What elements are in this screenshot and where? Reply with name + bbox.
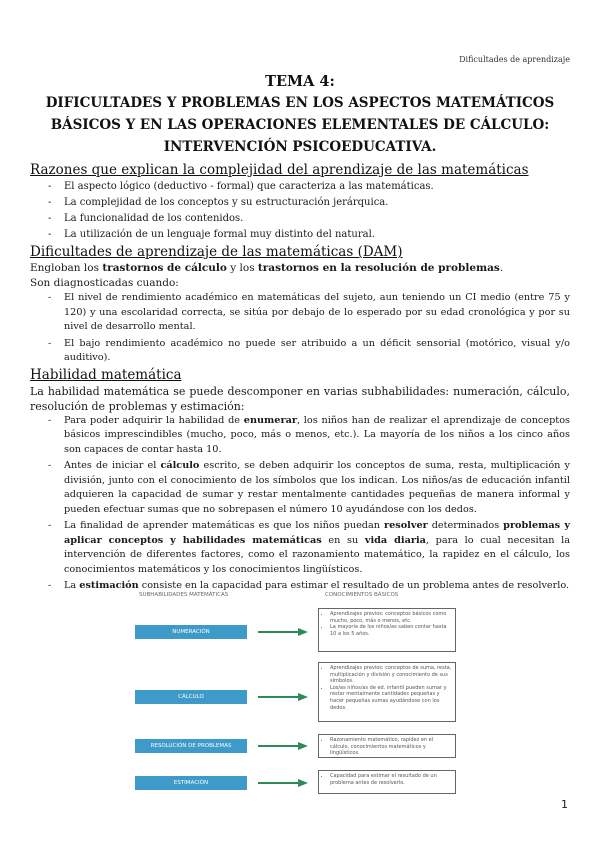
diagram-label-resolucion: RESOLUCIÓN DE PROBLEMAS (135, 739, 247, 753)
diagram-point: • Los/as niños/as de ed. infantil pueden sumar y restar mentalmente cantidades pequeñas y hacer pequeñas sumas ayudándose con los dedos. (330, 685, 452, 711)
section-heading-dam: Dificultades de aprendizaje de las matemáticas (DAM) (30, 244, 403, 260)
running-header: Dificultades de aprendizaje (459, 55, 570, 64)
diagram-box-numeracion (318, 608, 456, 652)
list-item: - Antes de iniciar el cálculo escrito, se deben adquirir los conceptos de suma, resta, multiplicación y división, junto con el conocimiento de los símbolos que los indican. Los niños/as de educación infantil adquieren la capacidad de sumar y restar mentalmente cantidades pequeñas de manera informal y pueden efectuar sumas que no sobrepasen el número 10 ayudándose con los dedos. (30, 459, 570, 517)
title-line-1: TEMA 4: (265, 73, 335, 90)
diagram-box-resolucion (318, 734, 456, 758)
arrow-icon (258, 692, 308, 702)
diagram-label-calculo: CÁLCULO (135, 690, 247, 704)
dam-diagnosis-lead: Son diagnosticadas cuando: (30, 277, 179, 289)
arrow-icon (258, 627, 308, 637)
list-item: - La funcionalidad de los contenidos. (30, 211, 570, 227)
diagram-box-calculo (318, 662, 456, 722)
diagram-point: • Aprendizajes previos: conceptos básicos como mucho, poco, más o menos, etc. (330, 611, 452, 624)
dam-criteria-list (30, 291, 570, 366)
diagram-label-estimacion: ESTIMACIÓN (135, 776, 247, 790)
diagram-point: • Capacidad para estimar el resultado de un problema antes de resolverlo. (330, 773, 452, 786)
habilidad-intro: La habilidad matemática se puede descomponer en varias subhabilidades: numeración, cálculo, resolución de problemas y estimación: (30, 384, 570, 413)
habilidad-list (30, 414, 570, 594)
title-line-2: DIFICULTADES Y PROBLEMAS EN LOS ASPECTOS MATEMÁTICOS (45, 95, 555, 111)
list-item: - La complejidad de los conceptos y su estructuración jerárquica. (30, 195, 570, 211)
list-item: - El bajo rendimiento académico no puede ser atribuido a un déficit sensorial (motórico, visual y/o auditivo). (30, 337, 570, 366)
list-item: - Para poder adquirir la habilidad de enumerar, los niños han de realizar el aprendizaje de conceptos básicos imprescindibles (mucho, poco, más o menos, etc.). La mayoría de los niños a los cinco años son capaces de contar hasta 10. (30, 414, 570, 458)
arrow-icon (258, 778, 308, 788)
subskills-diagram (135, 592, 465, 818)
arrow-icon (258, 741, 308, 751)
section-heading-razones: Razones que explican la complejidad del aprendizaje de las matemáticas (30, 162, 529, 178)
list-item: - La estimación consiste en la capacidad para estimar el resultado de un problema antes de resolverlo. (30, 579, 570, 594)
diagram-point: • Aprendizajes previos: conceptos de suma, resta, multiplicación y división y conocimiento de sus símbolos. (330, 665, 452, 685)
section-heading-habilidad: Habilidad matemática (30, 366, 182, 383)
list-item: - El nivel de rendimiento académico en matemáticas del sujeto, aun teniendo un CI medio (entre 75 y 120) y una escolaridad correcta, se sitúa por debajo de lo esperado por su edad cronológica y por su nivel de desarrollo mental. (30, 291, 570, 335)
diagram-point: • Razonamiento matemático, rapidez en el cálculo, conocimientos matemáticos y lingüísticos. (330, 737, 452, 757)
list-item: - La finalidad de aprender matemáticas es que los niños puedan resolver determinados problemas y aplicar conceptos y habilidades matemáticas en su vida diaria, para lo cual necesitan la intervención de diferentes factores, como el razonamiento matemático, la rapidez en el cálculo, los conocimientos matemáticos y los conocimientos lingüísticos. (30, 519, 570, 577)
razones-list (30, 179, 570, 243)
main-content (30, 162, 570, 594)
title-line-4: INTERVENCIÓN PSICOEDUCATIVA. (163, 139, 437, 155)
diagram-right-header: CONOCIMIENTOS BÁSICOS (325, 592, 399, 598)
title-block (30, 72, 570, 158)
list-item: - El aspecto lógico (deductivo - formal) que caracteriza a las matemáticas. (30, 179, 570, 195)
diagram-label-numeracion: NUMERACIÓN (135, 625, 247, 639)
diagram-box-estimacion (318, 770, 456, 794)
diagram-left-header: SUBHABILIDADES MATEMÁTICAS (139, 592, 229, 598)
dam-intro: Engloban los trastornos de cálculo y los trastornos en la resolución de problemas. (30, 262, 504, 274)
list-item: - La utilización de un lenguaje formal muy distinto del natural. (30, 227, 570, 243)
page-number: 1 (561, 798, 568, 811)
title-line-3: BÁSICOS Y EN LAS OPERACIONES ELEMENTALES DE CÁLCULO: (50, 117, 550, 133)
diagram-point: • La mayoría de los niños/as saben contar hasta 10 a los 5 años. (330, 624, 452, 637)
